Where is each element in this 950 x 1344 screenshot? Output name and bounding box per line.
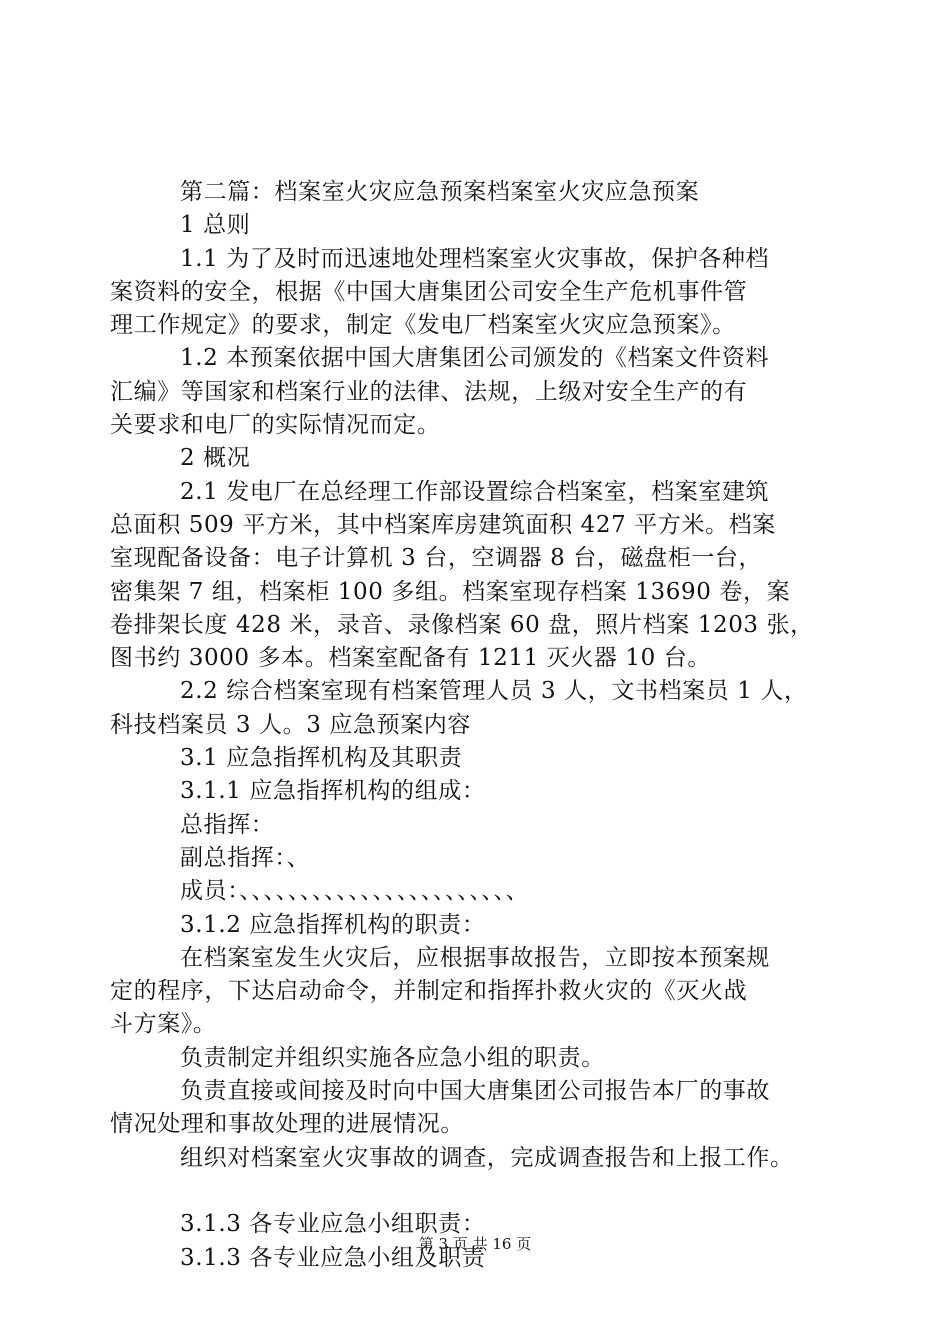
paragraph-line: 组织对档案室火灾事故的调查，完成调查报告和上报工作。 [180,1144,794,1171]
heading-duties: 3.1.2 应急指挥机构的职责： [180,911,486,938]
paragraph-line: 2.1 发电厂在总经理工作部设置综合档案室，档案室建筑 [180,478,770,505]
paragraph-line: 密集架 7 组，档案柜 100 多组。档案室现存档案 13690 卷，案 [110,578,791,605]
paragraph-line: 负责制定并组织实施各应急小组的职责。 [180,1044,605,1071]
document-body [110,176,850,1275]
heading-team-duties: 3.1.3 各专业应急小组职责： [180,1211,486,1238]
heading-composition: 3.1.1 应急指挥机构的组成： [180,778,486,805]
paragraph-line: 斗方案》。 [110,1011,217,1038]
paragraph-line: 案资料的安全，根据《中国大唐集团公司安全生产危机事件管 [110,278,748,305]
paragraph-line: 1.1 为了及时而迅速地处理档案室火灾事故，保护各种档 [180,245,770,272]
section-title: 第二篇：档案室火灾应急预案档案室火灾应急预案 [180,179,700,205]
paragraph-line: 负责直接或间接及时向中国大唐集团公司报告本厂的事故 [180,1078,770,1105]
paragraph-line: 在档案室发生火灾后，应根据事故报告，立即按本预案规 [180,944,770,971]
paragraph-line: 汇编》等国家和档案行业的法律、法规，上级对安全生产的有 [110,378,748,405]
commander-line: 总指挥： [180,811,275,838]
paragraph-line: 2.2 综合档案室现有档案管理人员 3 人，文书档案员 1 人， [180,678,808,705]
paragraph-line: 理工作规定》的要求，制定《发电厂档案室火灾应急预案》。 [110,312,736,339]
blank-line [110,1175,850,1208]
page-footer: 第 3 页 共 16 页 [418,1235,532,1253]
members-line: 成员：、、、、、、、、、、、、、、、、、、、、、、、 [180,878,530,905]
paragraph-line: 定的程序，下达启动命令，并制定和指挥扑救火灾的《灭火战 [110,978,748,1005]
paragraph-line: 关要求和电厂的实际情况而定。 [110,412,441,439]
paragraph-line: 卷排架长度 428 米，录音、录像档案 60 盘，照片档案 1203 张， [110,611,814,638]
heading-team-duties-2: 3.1.3 各专业应急小组及职责 [180,1244,486,1271]
heading-command: 3.1 应急指挥机构及其职责 [180,745,463,772]
paragraph-line: 总面积 509 平方米，其中档案库房建筑面积 427 平方米。档案 [110,511,776,538]
paragraph-line: 科技档案员 3 人。3 应急预案内容 [110,711,471,738]
paragraph-line: 图书约 3000 多本。档案室配备有 1211 灭火器 10 台。 [110,645,711,672]
heading-general: 1 总则 [180,212,251,239]
deputy-commander-line: 副总指挥：、 [180,844,311,871]
heading-overview: 2 概况 [180,445,251,472]
paragraph-line: 室现配备设备：电子计算机 3 台，空调器 8 台，磁盘柜一台， [110,545,763,572]
paragraph-line: 情况处理和事故处理的进展情况。 [110,1111,464,1138]
paragraph-line: 1.2 本预案依据中国大唐集团公司颁发的《档案文件资料 [180,345,770,372]
